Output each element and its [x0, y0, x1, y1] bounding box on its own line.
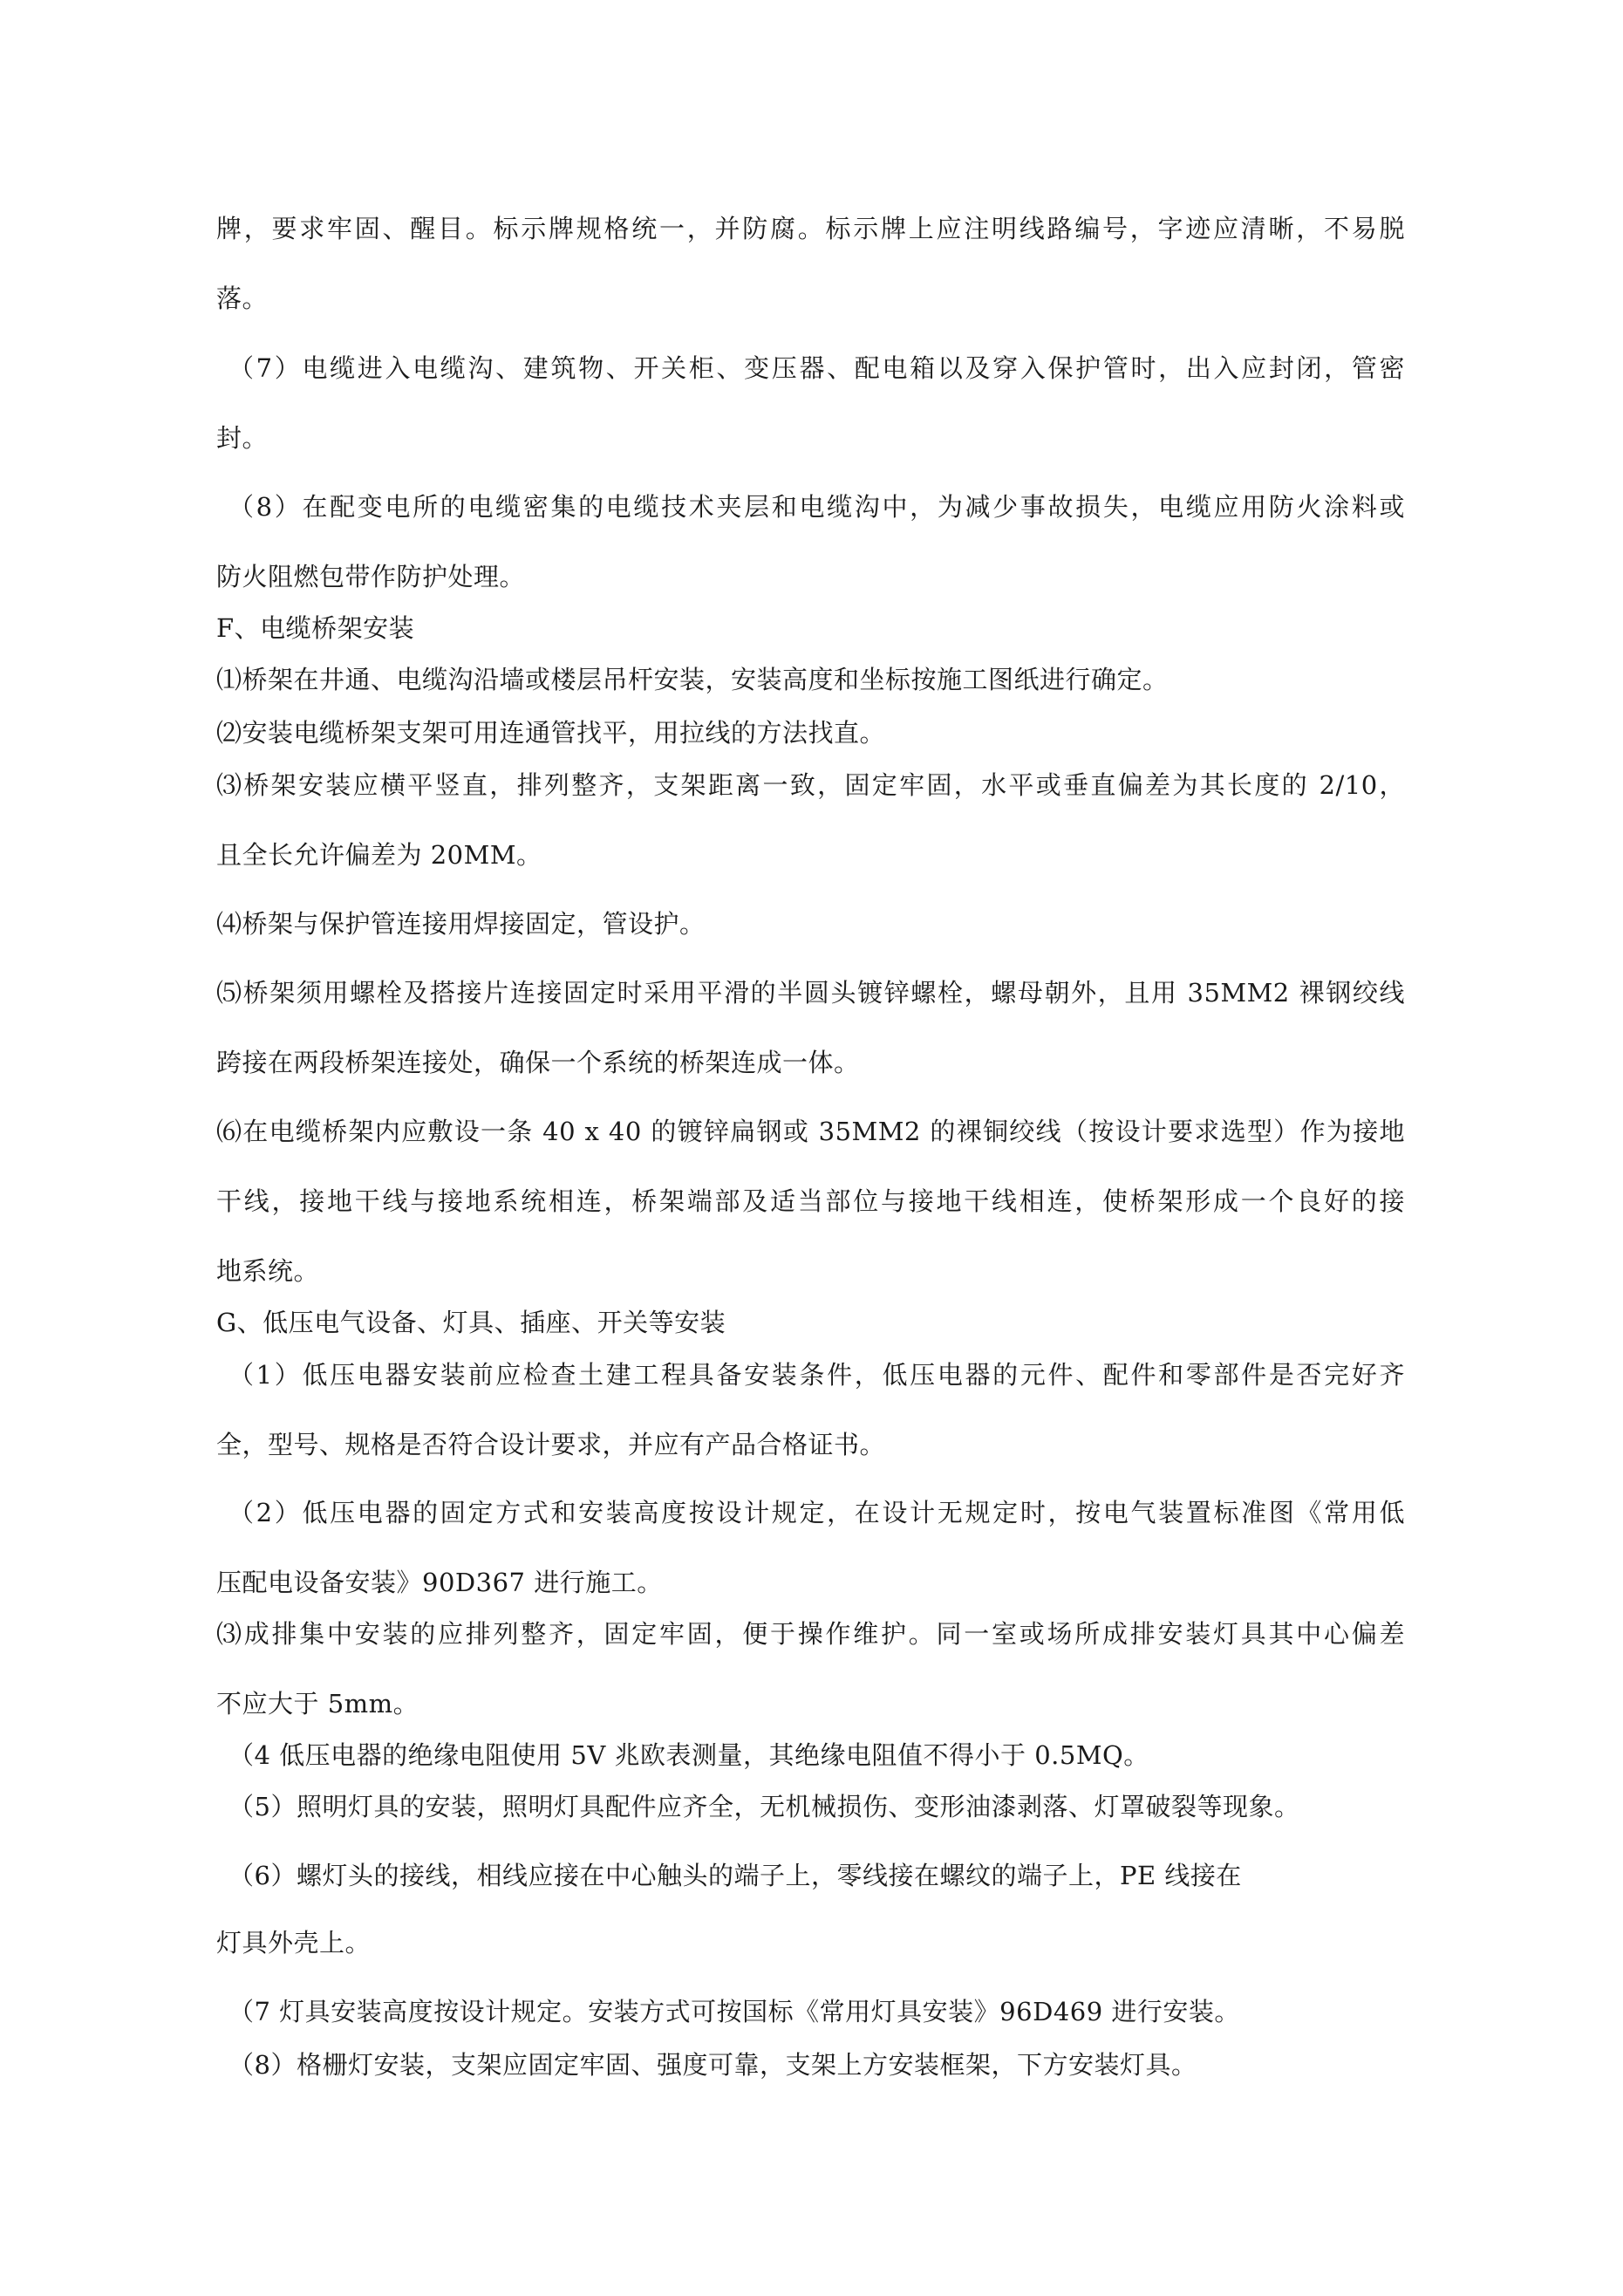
text-line: （6）螺灯头的接线，相线应接在中心触头的端子上，零线接在螺纹的端子上，PE 线接在 — [228, 1861, 1242, 1890]
text-line: ⑴桥架在井通、电缆沟沿墙或楼层吊杆安装，安装高度和坐标按施工图纸进行确定。 — [216, 665, 1169, 694]
text-line: ⑶桥架安装应横平竖直，排列整齐，支架距离一致，固定牢固，水平或垂直偏差为其长度的 2/10， — [216, 770, 1405, 800]
text-line: （1）低压电器安装前应检查土建工程具备安装条件，低压电器的元件、配件和零部件是否完好齐 — [228, 1360, 1405, 1390]
text-line: 封。 — [216, 423, 269, 453]
text-line: 压配电设备安装》90D367 进行施工。 — [216, 1568, 663, 1597]
text-line: 牌，要求牢固、醒目。标示牌规格统一，并防腐。标示牌上应注明线路编号，字迹应清晰，不易脱 — [216, 214, 1405, 243]
text-line: 跨接在两段桥架连接处，确保一个系统的桥架连成一体。 — [216, 1048, 860, 1077]
text-line: 全，型号、规格是否符合设计要求，并应有产品合格证书。 — [216, 1430, 886, 1459]
text-line: 防火阻燃包带作防护处理。 — [216, 562, 526, 591]
text-line: （5）照明灯具的安装，照明灯具配件应齐全，无机械损伤、变形油漆剥落、灯罩破裂等现象。 — [228, 1792, 1300, 1821]
text-line: ⑷桥架与保护管连接用焊接固定，管设护。 — [216, 909, 706, 939]
text-line: 地系统。 — [216, 1256, 320, 1286]
text-line: （8）在配变电所的电缆密集的电缆技术夹层和电缆沟中，为减少事故损失，电缆应用防火涂料或 — [228, 492, 1405, 522]
text-line: （8）格栅灯安装，支架应固定牢固、强度可靠，支架上方安装框架，下方安装灯具。 — [228, 2050, 1197, 2080]
text-line: （7）电缆进入电缆沟、建筑物、开关柜、变压器、配电箱以及穿入保护管时，出入应封闭，管密 — [228, 353, 1405, 383]
text-line: （2）低压电器的固定方式和安装高度按设计规定，在设计无规定时，按电气装置标准图《常用低 — [228, 1498, 1405, 1527]
text-line: （7 灯具安装高度按设计规定。安装方式可按国标《常用灯具安装》96D469 进行安装。 — [228, 1997, 1240, 2026]
section-heading: F、电缆桥架安装 — [216, 613, 415, 643]
text-line: （4 低压电器的绝缘电阻使用 5V 兆欧表测量，其绝缘电阻值不得小于 0.5MQ。 — [228, 1740, 1149, 1770]
text-line: 且全长允许偏差为 20MM。 — [216, 840, 542, 870]
text-line: 干线，接地干线与接地系统相连，桥架端部及适当部位与接地干线相连，使桥架形成一个良好的接 — [216, 1186, 1405, 1216]
text-line: ⑹在电缆桥架内应敷设一条 40 x 40 的镀锌扁钢或 35MM2 的裸铜绞线（按设计要求选型）作为接地 — [216, 1117, 1405, 1146]
text-line: 灯具外壳上。 — [216, 1928, 372, 1958]
text-line: 落。 — [216, 284, 269, 313]
text-line: ⑸桥架须用螺栓及搭接片连接固定时采用平滑的半圆头镀锌螺栓，螺母朝外，且用 35MM2 裸钢绞线 — [216, 978, 1405, 1008]
text-line: ⑵安装电缆桥架支架可用连通管找平，用拉线的方法找直。 — [216, 718, 886, 748]
text-line: 不应大于 5mm。 — [216, 1689, 419, 1719]
section-heading: G、低压电气设备、灯具、插座、开关等安装 — [216, 1308, 726, 1337]
text-line: ⑶成排集中安装的应排列整齐，固定牢固，便于操作维护。同一室或场所成排安装灯具其中心偏差 — [216, 1619, 1405, 1649]
